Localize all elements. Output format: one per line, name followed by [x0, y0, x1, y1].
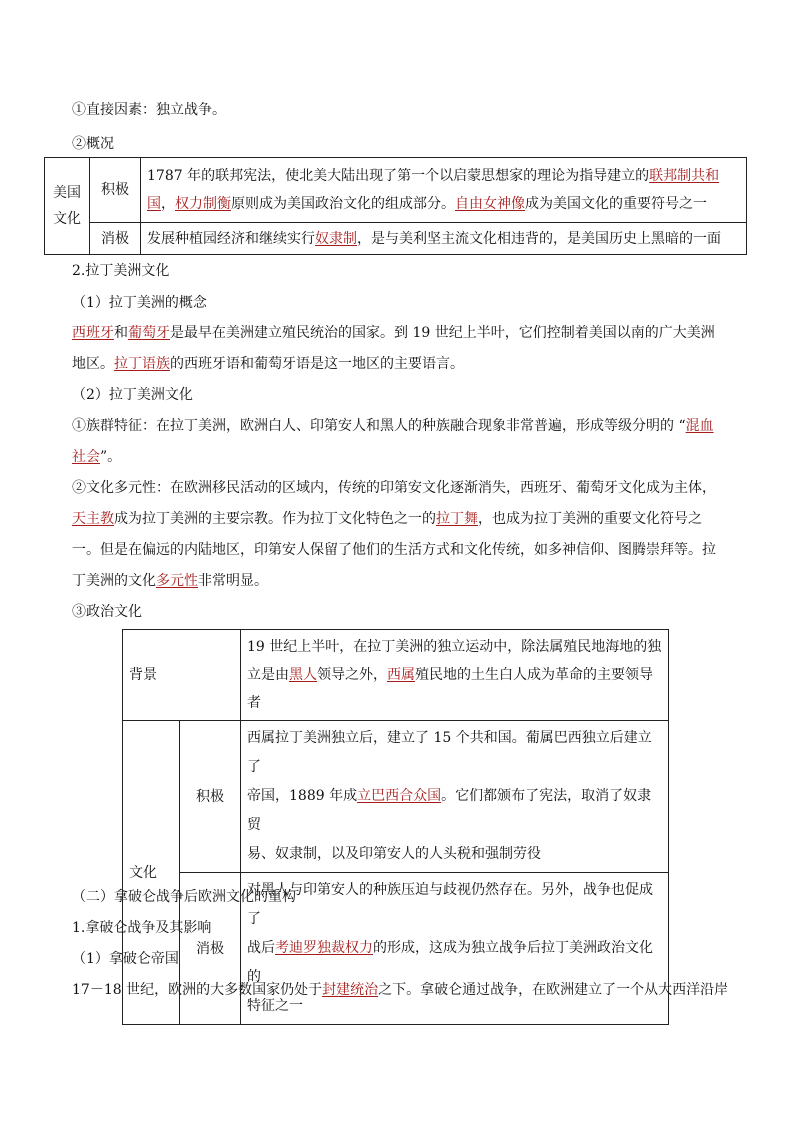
culture-label: 文化 — [123, 721, 180, 1025]
latam-culture-subheading: （2）拉丁美洲文化 — [72, 387, 193, 403]
pol-neg-text: 战后 — [247, 940, 275, 956]
usa-neg-text-2: ，是与美利坚主流文化相违背的，是美国历史上黑暗的一面 — [357, 230, 721, 247]
usa-culture-table — [44, 157, 747, 255]
pol-pos-text: 西属拉丁美洲独立后，建立了 15 个共和国。葡属巴西独立后建立了 — [247, 730, 652, 775]
caudillo-power-term: 考迪罗独裁权力 — [275, 940, 373, 956]
diversity-text: ，也成为拉丁美洲的重要文化符号之 — [478, 511, 702, 527]
diversity-text: 成为拉丁美洲的主要宗教。作为拉丁文化特色之一的 — [114, 511, 436, 527]
background-text: 领导之外， — [317, 667, 387, 683]
usa-culture-header — [45, 158, 90, 255]
europe-heading: （二）拿破仑战争后欧洲文化的重构 — [72, 889, 296, 905]
mixed-society-term: 混血 — [685, 418, 714, 434]
pol-pos-text: 帝国，1889 年成 — [247, 788, 358, 804]
usa-pos-text-1: 1787 年的联邦宪法，使北美大陆出现了第一个以启蒙思想家的理论为指导建立的 — [147, 168, 650, 184]
feudal-rule-term: 封建统治 — [322, 982, 379, 998]
usa-pos-text-3: 原则成为美国政治文化的组成部分。 — [231, 196, 455, 212]
catholicism-term: 天主教 — [72, 511, 114, 527]
pol-pos-text: 易、奴隶制，以及印第安人的人头税和强制劳役 — [247, 846, 541, 862]
usa-pos-underlined-3: 权力制衡 — [175, 196, 231, 212]
united-states-of-brazil-term: 立巴西合众国 — [357, 788, 442, 804]
europe-text: 之下。拿破仑通过战争，在欧洲建立了一个从大西洋沿岸 — [378, 982, 729, 998]
diversity-line3: 一。但是在偏远的内陆地区，印第安人保留了他们的生活方式和文化传统，如多神信仰、图腾崇拜等。拉 — [72, 542, 716, 558]
europe-text: 17－18 世纪，欧洲的大多数国家仍处于 — [72, 982, 323, 998]
background-label: 背景 — [123, 630, 241, 721]
latam-concept-line2 — [72, 354, 464, 374]
napoleon-war-heading: 1.拿破仑战争及其影响 — [72, 920, 212, 936]
diversity-text: 丁美洲的文化 — [72, 573, 156, 589]
diversity-term: 多元性 — [156, 573, 198, 589]
background-text: 19 世纪上半叶，在拉丁美洲的独立运动中，除法属殖民地海地的独 — [247, 639, 662, 655]
mixed-society-term-2: 社会 — [72, 449, 100, 465]
overview-label: ②概况 — [72, 136, 114, 152]
usa-negative-label: 消极 — [90, 223, 141, 255]
diversity-line2 — [72, 509, 702, 529]
pol-positive-cell — [241, 721, 669, 873]
ethnic-text: ”。 — [100, 449, 122, 465]
usa-neg-underlined: 奴隶制 — [315, 230, 357, 247]
usa-pos-text-2: ， — [161, 196, 175, 212]
diversity-line1: ②文化多元性：在欧洲移民活动的区域内，传统的印第安文化逐渐消失，西班牙、葡萄牙文化成为主体， — [72, 480, 716, 496]
black-people-term: 黑人 — [289, 667, 317, 683]
pol-pos-text: 。它们都颁布了宪法，取消了奴隶贸 — [247, 788, 652, 833]
usa-positive-label: 积极 — [90, 158, 141, 223]
latam-text: 和 — [114, 325, 128, 341]
spanish-colonies-term: 西属 — [387, 667, 415, 683]
usa-neg-text-1: 发展种植园经济和继续实行 — [147, 230, 315, 247]
spain-term: 西班牙 — [72, 325, 114, 341]
usa-pos-underlined-1: 联邦制共和 — [649, 168, 720, 184]
ethnic-text: ①族群特征：在拉丁美洲，欧洲白人、印第安人和黑人的种族融合现象非常普遍，形成等级分明的 “ — [72, 418, 686, 434]
europe-paragraph-line1 — [72, 980, 728, 1000]
pol-neg-text: 对黑人与印第安人的种族压迫与歧视仍然存在。另外，战争也促成了 — [247, 882, 653, 927]
usa-culture-header-line2: 文化 — [53, 211, 81, 227]
latam-text: 的西班牙语和葡萄牙语是这一地区的主要语言。 — [170, 356, 464, 372]
background-text: 殖民地的土生白人成为革命的主要领导者 — [247, 667, 653, 711]
latam-heading: 2.拉丁美洲文化 — [72, 263, 170, 279]
latam-concept-subheading: （1）拉丁美洲的概念 — [72, 295, 207, 311]
usa-positive-cell — [141, 158, 747, 223]
pol-positive-label: 积极 — [180, 721, 241, 873]
ethnic-line2 — [72, 447, 121, 467]
pol-negative-label: 消极 — [180, 873, 241, 1025]
background-text: 立是由 — [247, 667, 289, 683]
napoleon-empire-subheading: （1）拿破仑帝国 — [72, 951, 179, 967]
pol-negative-cell — [241, 873, 669, 1025]
pol-neg-text: 的形成，这成为独立战争后拉丁美洲政治文化的 — [247, 940, 653, 985]
portugal-term: 葡萄牙 — [128, 325, 170, 341]
latam-concept-line1 — [72, 323, 715, 343]
usa-culture-header-line1: 美国 — [53, 185, 81, 201]
diversity-text: 非常明显。 — [198, 573, 268, 589]
latam-political-table — [122, 629, 669, 1025]
latin-language-term: 拉丁语族 — [114, 356, 170, 372]
latam-text: 地区。 — [72, 356, 114, 372]
usa-pos-underlined-4: 自由女神像 — [455, 196, 525, 212]
usa-pos-underlined-2: 国 — [147, 196, 161, 212]
direct-factor-line: ①直接因素：独立战争。 — [72, 102, 226, 118]
usa-pos-text-4: 成为美国文化的重要符号之一 — [525, 196, 707, 212]
political-culture-label: ③政治文化 — [72, 604, 142, 620]
background-cell — [241, 630, 669, 721]
latam-text: 是最早在美洲建立殖民统治的国家。到 19 世纪上半叶，它们控制着美国以南的广大美洲 — [170, 325, 715, 341]
pol-neg-text: 特征之一 — [247, 998, 303, 1014]
ethnic-line1 — [72, 416, 714, 436]
latin-dance-term: 拉丁舞 — [436, 511, 478, 527]
diversity-line4 — [72, 571, 268, 591]
usa-negative-cell — [141, 223, 747, 255]
